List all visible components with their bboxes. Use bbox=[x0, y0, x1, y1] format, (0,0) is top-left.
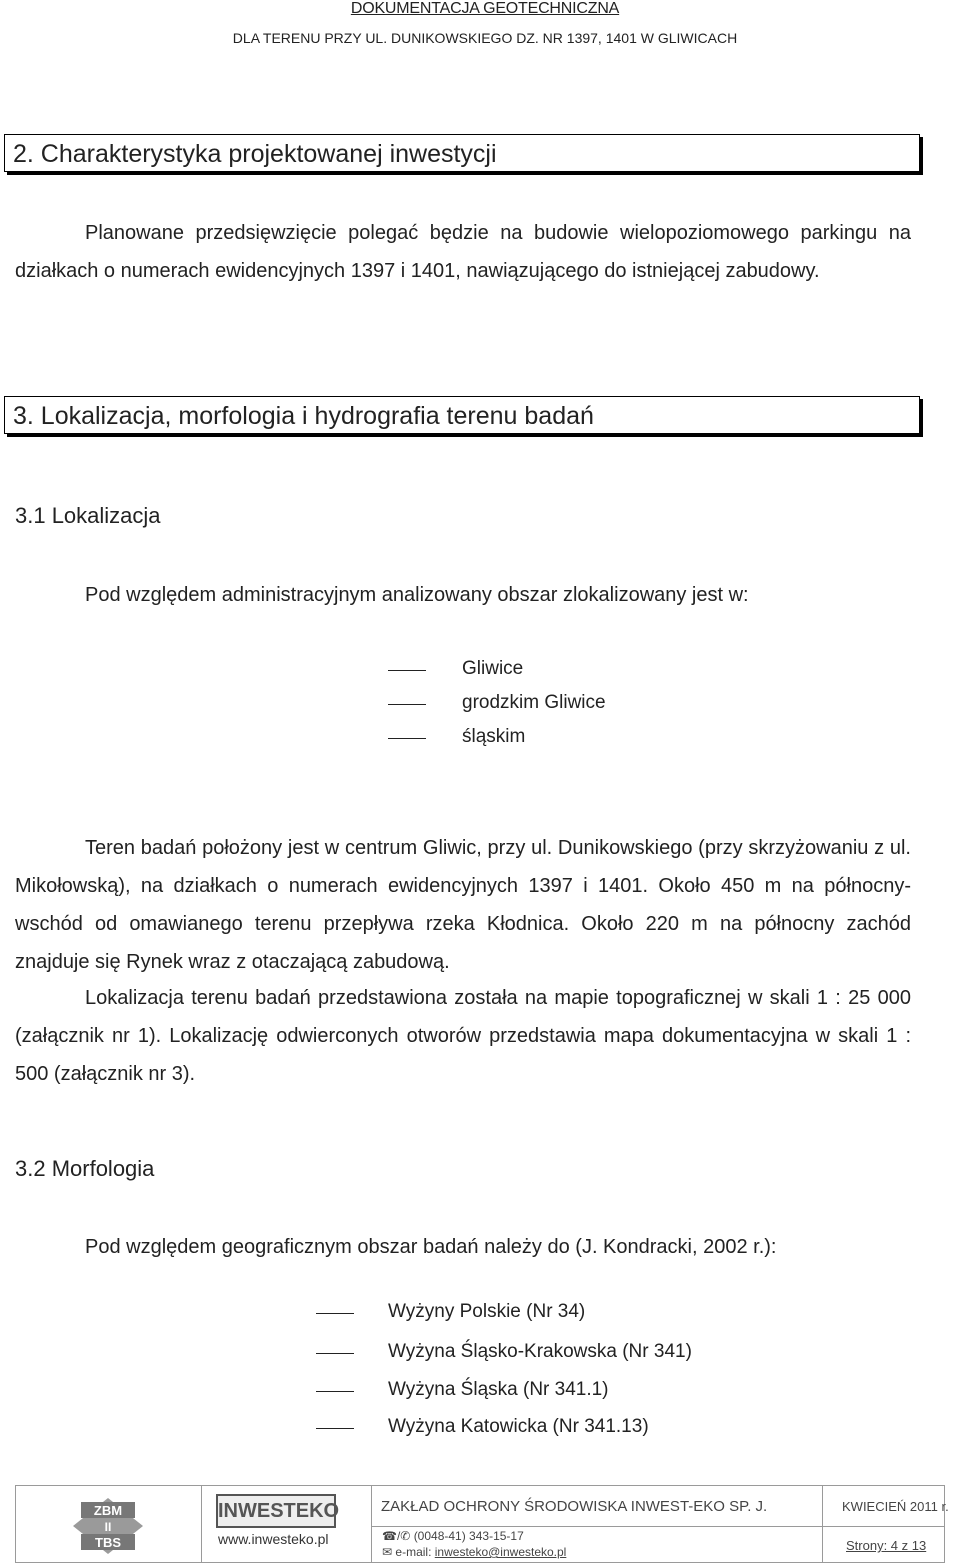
inwesteko-url[interactable]: www.inwesteko.pl bbox=[218, 1531, 329, 1547]
dash bbox=[316, 1428, 354, 1429]
svg-text:TBS: TBS bbox=[95, 1535, 121, 1550]
svg-text:ZBM: ZBM bbox=[93, 1503, 123, 1518]
footer-divider bbox=[371, 1526, 822, 1527]
admin-value: śląskim bbox=[462, 726, 526, 747]
email-label: e-mail: bbox=[395, 1545, 432, 1559]
region-value: Wyżyna Śląsko-Krakowska (Nr 341) bbox=[388, 1341, 692, 1362]
dash bbox=[388, 738, 426, 739]
phone-line bbox=[382, 1529, 524, 1543]
page-footer bbox=[15, 1485, 949, 1563]
dash bbox=[316, 1353, 354, 1354]
dash bbox=[316, 1391, 354, 1392]
zbm-tbs-logo bbox=[71, 1496, 145, 1556]
email-line bbox=[382, 1545, 566, 1559]
svg-text:II: II bbox=[104, 1520, 112, 1534]
page-count: Strony: 4 z 13 bbox=[846, 1538, 927, 1553]
footer-divider bbox=[822, 1526, 944, 1527]
region-value: Wyżyna Katowicka (Nr 341.13) bbox=[388, 1416, 649, 1437]
subsection-3-2-intro: Pod względem geograficznym obszar badań należy do (J. Kondracki, 2002 r.): bbox=[85, 1236, 777, 1258]
document-subtitle: DLA TERENU PRZY UL. DUNIKOWSKIEGO DZ. NR 1397, 1401 W GLIWICACH bbox=[232, 30, 738, 46]
admin-value: Gliwice bbox=[462, 658, 524, 679]
section-2-paragraph: Planowane przedsięwzięcie polegać będzie na budowie wielopoziomowego parkingu na działkach o numerach ewidencyjnych 1397 i 1401, nawiązującego do istniejącej zabudowy. bbox=[15, 222, 911, 282]
subsection-3-1-heading: 3.1 Lokalizacja bbox=[15, 503, 161, 528]
region-value: Wyżyny Polskie (Nr 34) bbox=[388, 1301, 586, 1322]
dash bbox=[316, 1313, 354, 1314]
admin-value: grodzkim Gliwice bbox=[462, 692, 606, 713]
document-title: DOKUMENTACJA GEOTECHNICZNA bbox=[350, 0, 620, 17]
section-2-heading: 2. Charakterystyka projektowanej inwestycji bbox=[4, 134, 920, 172]
dash bbox=[388, 704, 426, 705]
footer-cell-zbm bbox=[16, 1486, 202, 1562]
document-date: KWIECIEŃ 2011 r. bbox=[842, 1499, 949, 1514]
phone-number: (0048-41) 343-15-17 bbox=[413, 1529, 524, 1543]
subsection-3-1-intro: Pod względem administracyjnym analizowany obszar zlokalizowany jest w: bbox=[85, 584, 749, 606]
inwesteko-logo: INWESTEKO bbox=[216, 1494, 336, 1528]
subsection-3-1-paragraph-2: Lokalizacja terenu badań przedstawiona została na mapie topograficznej w skali 1 : 25 000 (załącznik nr 1). Lokalizację odwierconych otworów przedstawia mapa dokumentacyjna w skali 1 : 500 (załącznik nr 3). bbox=[15, 987, 911, 1085]
phone-fax-icon: ☎/✆ bbox=[382, 1529, 411, 1543]
envelope-icon: ✉ bbox=[382, 1545, 393, 1559]
email-link[interactable]: inwesteko@inwesteko.pl bbox=[434, 1545, 567, 1559]
dash bbox=[388, 670, 426, 671]
subsection-3-1-paragraph-1: Teren badań położony jest w centrum Gliwic, przy ul. Dunikowskiego (przy skrzyżowaniu z ul. Mikołowską), na działkach o numerach ewidencyjnych 1397 i 1401. Około 450 m na północny-wschód od omawianego terenu przepływa rzeka Kłodnica. Około 220 m na północny zachód znajduje się Rynek wraz z otaczającą zabudową. bbox=[15, 837, 911, 973]
region-value: Wyżyna Śląska (Nr 341.1) bbox=[388, 1379, 609, 1400]
subsection-3-2-heading: 3.2 Morfologia bbox=[15, 1156, 155, 1181]
section-3-heading: 3. Lokalizacja, morfologia i hydrografia terenu badań bbox=[4, 396, 920, 434]
company-name: ZAKŁAD OCHRONY ŚRODOWISKA INWEST-EKO SP. J. bbox=[381, 1498, 768, 1515]
